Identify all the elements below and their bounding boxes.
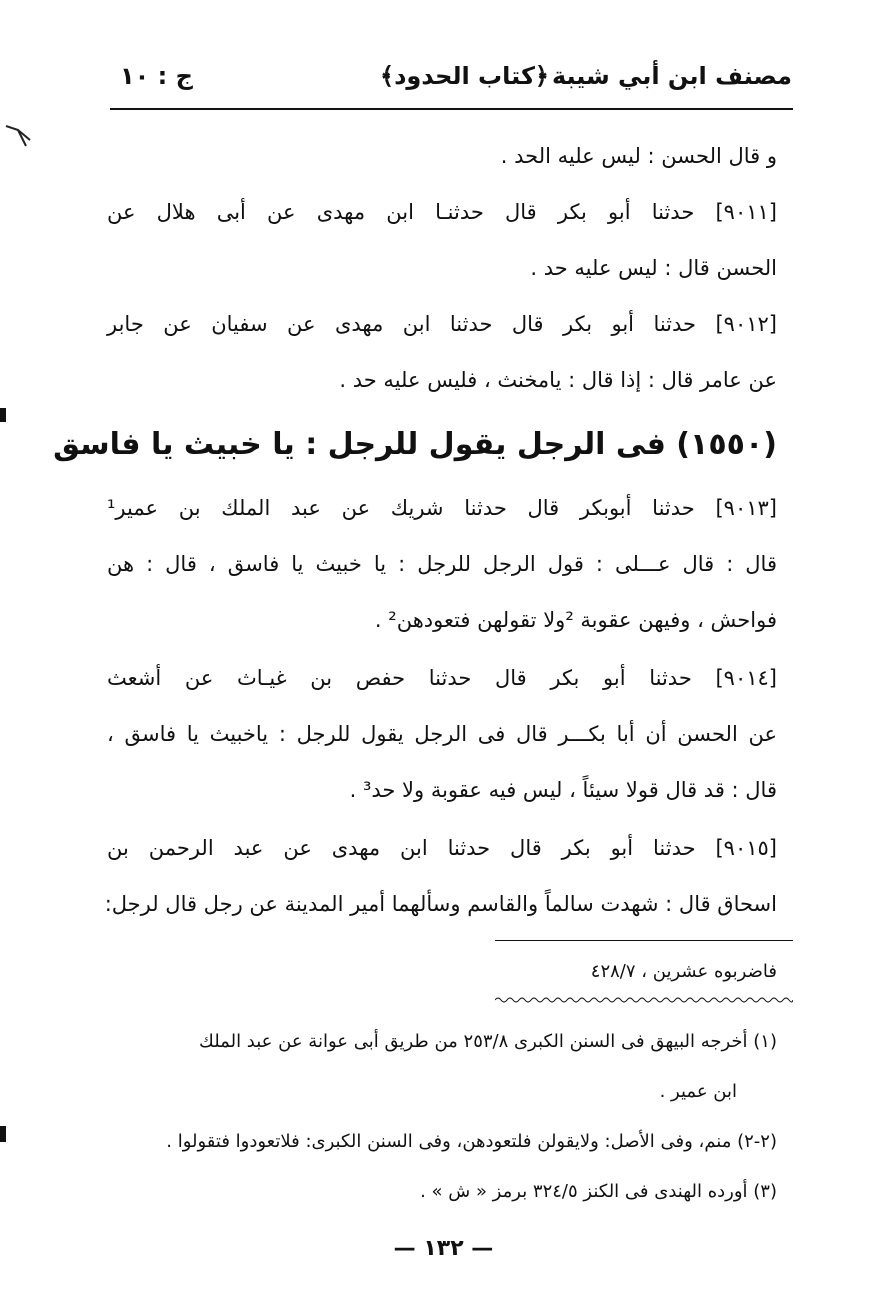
page-number: — ١٣٢ —	[393, 1236, 494, 1261]
body-line: قال : قال عـــلى : قول الرجل للرجل : يا خبيث يا فاسق ، قال : هن	[107, 552, 777, 576]
footnote-1: (١) أخرجه البيهق فى السنن الكبرى ٢٥٣/٨ من طريق أبى عوانة عن عبد الملك	[199, 1031, 777, 1052]
body-line: عن الحسن أن أبا بكـــر قال فى الرجل يقول للرجل : ياخبيث يا فاسق ،	[107, 722, 777, 746]
section-heading: (١٥٥٠) فى الرجل يقول للرجل : يا خبيث يا فاسق	[53, 427, 777, 462]
body-line: [٩٠١٥] حدثنا أبو بكر قال حدثنا ابن مهدى عن عبد الرحمن بن	[107, 836, 777, 860]
footnote-rule	[495, 940, 793, 941]
scan-mark	[4, 122, 34, 162]
body-line: [٩٠١٢] حدثنا أبو بكر قال حدثنا ابن مهدى عن سفيان عن جابر	[107, 312, 777, 336]
body-line: [٩٠١٣] حدثنا أبوبكر قال حدثنا شريك عن عبد الملك بن عمير¹	[107, 496, 777, 520]
footnote-1-continuation: ابن عمير .	[659, 1081, 737, 1102]
body-line: الحسن قال : ليس عليه حد .	[530, 256, 777, 280]
body-line: و قال الحسن : ليس عليه الحد .	[500, 144, 777, 168]
header-rule	[110, 108, 793, 110]
wavy-divider	[495, 996, 793, 1004]
running-header-chapter-title: ﴿كتاب الحدود﴾	[380, 62, 549, 90]
running-header-volume: ج : ١٠	[120, 62, 193, 90]
scan-mark	[0, 1126, 6, 1142]
body-line: [٩٠١٤] حدثنا أبو بكر قال حدثنا حفص بن غيـاث عن أشعث	[107, 666, 777, 690]
body-line: عن عامر قال : إذا قال : يامخنث ، فليس عليه حد .	[339, 368, 777, 392]
scan-mark	[0, 408, 6, 422]
footnote-carry-over: فاضربوه عشرين ، ٤٢٨/٧	[590, 961, 777, 982]
body-line: فواحش ، وفيهن عقوبة ²ولا تقولهن فتعودهن² .	[374, 608, 777, 632]
body-line: اسحاق قال : شهدت سالماً والقاسم وسألهما أمير المدينة عن رجل قال لرجل:	[104, 892, 777, 916]
body-line: قال : قد قال قولا سيئاً ، ليس فيه عقوبة ولا حد³ .	[349, 778, 777, 802]
body-line: [٩٠١١] حدثنا أبو بكر قال حدثنـا ابن مهدى عن أبى هلال عن	[107, 200, 777, 224]
running-header-book-title: مصنف ابن أبي شيبة	[551, 62, 792, 90]
footnote-3: (٣) أورده الهندى فى الكنز ٣٢٤/٥ برمز « ش » .	[420, 1181, 777, 1202]
footnote-2: (٢-٢) منم، وفى الأصل: ولايقولن فلتعودهن، وفى السنن الكبرى: فلاتعودوا فتقولوا .	[166, 1131, 777, 1152]
